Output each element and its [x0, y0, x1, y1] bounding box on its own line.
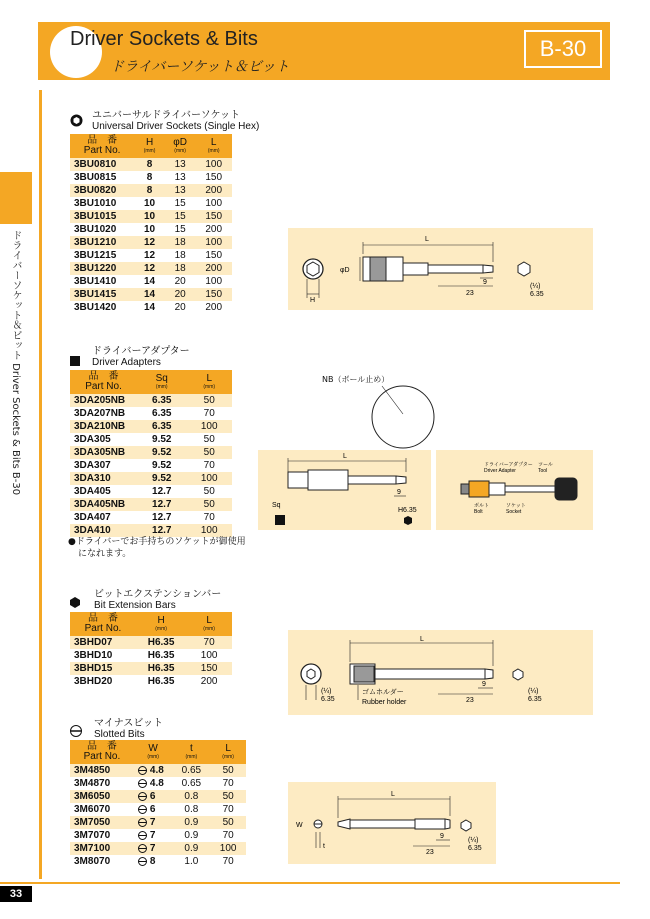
cell-pn: 3DA410	[70, 524, 137, 537]
label-tool-jp: ツール	[538, 462, 553, 468]
dim-l: L	[420, 636, 424, 643]
cell-pn: 3M7050	[70, 816, 134, 829]
cell-l: 50	[186, 446, 232, 459]
table-row	[70, 184, 232, 197]
table-row	[70, 842, 246, 855]
col-l-unit: (mm)	[207, 148, 220, 154]
cell-sq: 12.7	[137, 485, 186, 498]
cell-pn: 3BU0810	[70, 158, 134, 171]
dim-hex: H6.35	[398, 507, 417, 514]
cell-pn: 3BHD15	[70, 662, 136, 675]
cell-h: H6.35	[136, 662, 186, 675]
cell-l: 70	[210, 777, 246, 790]
cell-w	[134, 790, 173, 803]
cell-l: 200	[186, 675, 232, 688]
col-part-jp: 品 番	[88, 371, 119, 382]
table-row	[70, 511, 232, 524]
hex-bit-icon	[70, 597, 80, 608]
slotted-mark-icon	[138, 779, 147, 788]
col-l: L	[206, 615, 212, 626]
cell-pn: 3BU0815	[70, 171, 134, 184]
cell-pn: 3DA307	[70, 459, 137, 472]
cell-sq: 6.35	[137, 420, 186, 433]
cell-l: 100	[186, 649, 232, 662]
cell-sq: 9.52	[137, 472, 186, 485]
page-number: 33	[0, 886, 32, 902]
section-title-adapters	[92, 346, 190, 368]
col-l-unit: (mm)	[203, 626, 215, 632]
col-h-unit: (mm)	[143, 148, 156, 154]
col-sq-unit: (mm)	[155, 384, 168, 390]
table-row	[70, 171, 232, 184]
dim-23: 23	[466, 697, 474, 704]
page-code-badge: B-30	[524, 30, 602, 68]
cell-l: 150	[195, 288, 232, 301]
cell-h: 12	[134, 236, 165, 249]
dim-9: 9	[483, 279, 487, 286]
col-h-unit: (mm)	[155, 626, 167, 632]
cell-l: 150	[195, 249, 232, 262]
cell-l: 50	[210, 790, 246, 803]
cell-w-text: 4.8	[149, 778, 164, 789]
section-title-en: Universal Driver Sockets (Single Hex)	[92, 121, 260, 132]
cell-pn: 3BHD07	[70, 636, 136, 649]
cell-w-text: 7	[149, 843, 156, 854]
adapter-diagram	[258, 450, 431, 530]
cell-d: 13	[165, 158, 196, 171]
slotted-mark-icon	[138, 844, 147, 853]
cell-pn: 3DA407	[70, 511, 137, 524]
dim-23: 23	[466, 290, 474, 297]
cell-pn: 3BU1410	[70, 275, 134, 288]
cell-d: 13	[165, 184, 196, 197]
slotted-mark-icon	[138, 805, 147, 814]
col-part-jp: 品 番	[87, 135, 118, 146]
cell-l: 150	[195, 210, 232, 223]
cell-l: 50	[186, 498, 232, 511]
table-row	[70, 855, 246, 868]
table-row	[70, 301, 232, 314]
cell-l: 150	[186, 662, 232, 675]
cell-t: 0.9	[172, 829, 210, 842]
cell-h: 14	[134, 275, 165, 288]
cell-pn: 3DA305	[70, 433, 137, 446]
dim-hex: 6.35	[530, 291, 544, 298]
col-l: L	[210, 137, 217, 148]
cell-h: 14	[134, 288, 165, 301]
dim-frac-right: (¼)	[528, 688, 539, 695]
table-row	[70, 288, 232, 301]
cell-pn: 3BU1215	[70, 249, 134, 262]
cell-l: 100	[195, 158, 232, 171]
table-row	[70, 777, 246, 790]
cell-pn: 3M4870	[70, 777, 134, 790]
dim-frac: (¼)	[468, 837, 479, 844]
cell-sq: 6.35	[137, 394, 186, 407]
table-row	[70, 675, 232, 688]
table-row	[70, 816, 246, 829]
cell-d: 15	[165, 223, 196, 236]
table-row	[70, 446, 232, 459]
cell-d: 18	[165, 236, 196, 249]
dim-hex: 6.35	[468, 845, 482, 852]
col-h: H	[145, 137, 154, 148]
cell-l: 100	[186, 472, 232, 485]
cell-d: 20	[165, 301, 196, 314]
col-w: W	[148, 743, 158, 754]
col-l-unit: (mm)	[222, 754, 234, 760]
cell-w	[134, 816, 173, 829]
section-title-en: Slotted Bits	[94, 729, 145, 740]
col-w-unit: (mm)	[147, 754, 159, 760]
cell-w-text: 7	[149, 817, 156, 828]
dim-9: 9	[397, 489, 401, 496]
dim-sq: Sq	[272, 502, 281, 509]
cell-pn: 3BU1420	[70, 301, 134, 314]
table-row	[70, 459, 232, 472]
cell-h: 14	[134, 301, 165, 314]
adapter-note	[68, 536, 246, 560]
table-row	[70, 649, 232, 662]
dim-hex-right: 6.35	[528, 696, 542, 703]
slotted-bit-icon	[70, 725, 82, 737]
table-row	[70, 420, 232, 433]
cell-l: 100	[195, 275, 232, 288]
section-title-en: Driver Adapters	[92, 357, 161, 368]
table-row	[70, 803, 246, 816]
slotted-bits-table	[70, 740, 246, 868]
cell-pn: 3BU1020	[70, 223, 134, 236]
cell-t: 0.65	[172, 764, 210, 777]
cell-pn: 3M8070	[70, 855, 134, 868]
dim-frac-left: (¼)	[321, 688, 332, 695]
dim-9: 9	[440, 833, 444, 840]
cell-pn: 3DA305NB	[70, 446, 137, 459]
cell-w-text: 8	[149, 856, 156, 867]
col-part-en: Part No.	[85, 381, 122, 392]
cell-t: 0.8	[172, 790, 210, 803]
page-title-jp: ドライバーソケット＆ビット	[110, 59, 290, 75]
cell-pn: 3DA405	[70, 485, 137, 498]
slotted-mark-icon	[138, 831, 147, 840]
cell-l: 70	[210, 803, 246, 816]
cell-l: 70	[210, 855, 246, 868]
sidebar-tab	[0, 172, 32, 224]
cell-l: 50	[210, 764, 246, 777]
cell-l: 70	[186, 511, 232, 524]
cell-w	[134, 842, 173, 855]
slotted-mark-icon	[138, 818, 147, 827]
cell-w	[134, 829, 173, 842]
col-part-en: Part No.	[83, 751, 121, 762]
cell-pn: 3BU1210	[70, 236, 134, 249]
col-part-jp: 品 番	[86, 741, 117, 752]
section-title-jp: ビットエクステンションバー	[94, 589, 222, 600]
cell-h: 12	[134, 249, 165, 262]
dim-h: H	[310, 297, 316, 304]
page-title: Driver Sockets & Bits	[70, 28, 258, 50]
cell-l: 100	[186, 524, 232, 537]
cell-l: 70	[210, 829, 246, 842]
label-holder-en: Rubber holder	[362, 699, 407, 706]
cell-h: 10	[134, 197, 165, 210]
cell-l: 50	[186, 394, 232, 407]
cell-sq: 12.7	[137, 498, 186, 511]
driver-adapters-table	[70, 370, 232, 537]
cell-d: 13	[165, 171, 196, 184]
cell-w	[134, 764, 173, 777]
col-d-unit: (mm)	[174, 148, 186, 154]
table-row	[70, 790, 246, 803]
sidebar-rule	[39, 90, 42, 879]
table-row	[70, 394, 232, 407]
cell-pn: 3DA310	[70, 472, 137, 485]
table-row	[70, 275, 232, 288]
col-l: L	[206, 373, 212, 384]
extension-bar-diagram	[288, 630, 593, 715]
cell-sq: 6.35	[137, 407, 186, 420]
section-title-slotted	[94, 718, 163, 740]
dim-t: t	[323, 843, 325, 850]
note-line-1: ●ドライバーでお手持ちのソケットが御使用	[68, 537, 246, 547]
cell-t: 0.8	[172, 803, 210, 816]
section-title-universal	[92, 110, 259, 132]
table-row	[70, 472, 232, 485]
cell-t: 0.65	[172, 777, 210, 790]
cell-w-text: 6	[149, 791, 156, 802]
dim-d: φD	[340, 267, 350, 274]
label-socket-en: Socket	[506, 509, 522, 515]
cell-h: 10	[134, 210, 165, 223]
cell-d: 20	[165, 275, 196, 288]
col-part-jp: 品 番	[87, 613, 118, 624]
label-bolt-en: Bolt	[474, 509, 483, 515]
cell-pn: 3BU0820	[70, 184, 134, 197]
universal-socket-diagram	[288, 228, 593, 310]
cell-d: 15	[165, 197, 196, 210]
cell-pn: 3BU1415	[70, 288, 134, 301]
cell-d: 18	[165, 249, 196, 262]
nb-ball-lock-icon	[370, 384, 436, 450]
hex-socket-icon	[70, 114, 83, 127]
table-row	[70, 210, 232, 223]
cell-h: 10	[134, 223, 165, 236]
cell-w-text: 7	[149, 830, 156, 841]
cell-pn: 3BHD20	[70, 675, 136, 688]
cell-d: 18	[165, 262, 196, 275]
table-row	[70, 485, 232, 498]
cell-l: 50	[210, 816, 246, 829]
slotted-bit-diagram	[288, 782, 496, 864]
cell-d: 20	[165, 288, 196, 301]
cell-w-text: 4.8	[149, 765, 164, 776]
cell-sq: 12.7	[137, 511, 186, 524]
cell-l: 70	[186, 407, 232, 420]
section-title-jp: マイナスビット	[94, 718, 163, 729]
cell-w-text: 6	[149, 804, 156, 815]
cell-pn: 3M7070	[70, 829, 134, 842]
cell-w	[134, 777, 173, 790]
cell-h: H6.35	[136, 675, 186, 688]
cell-l: 100	[195, 197, 232, 210]
col-h: H	[157, 615, 165, 626]
cell-l: 100	[186, 420, 232, 433]
table-row	[70, 829, 246, 842]
dim-l: L	[343, 453, 347, 460]
cell-l: 50	[186, 485, 232, 498]
universal-sockets-table	[70, 134, 232, 314]
cell-w	[134, 803, 173, 816]
col-t: t	[189, 743, 193, 754]
cell-pn: 3DA205NB	[70, 394, 137, 407]
table-row	[70, 249, 232, 262]
cell-d: 15	[165, 210, 196, 223]
label-socket-jp: ソケット	[506, 503, 526, 509]
col-sq: Sq	[155, 373, 168, 384]
cell-l: 70	[186, 459, 232, 472]
cell-h: 12	[134, 262, 165, 275]
note-line-2: になれます。	[78, 549, 132, 559]
col-d: φD	[173, 137, 187, 148]
table-row	[70, 223, 232, 236]
cell-l: 150	[195, 171, 232, 184]
label-tool-en: Tool	[538, 468, 548, 474]
cell-sq: 9.52	[137, 459, 186, 472]
table-row	[70, 498, 232, 511]
cell-pn: 3M6050	[70, 790, 134, 803]
cell-l: 70	[186, 636, 232, 649]
dim-l: L	[391, 791, 395, 798]
dim-frac: (¼)	[530, 283, 541, 290]
cell-sq: 9.52	[137, 446, 186, 459]
table-row	[70, 662, 232, 675]
table-row	[70, 262, 232, 275]
label-adapter-jp: ドライバーアダプター	[484, 462, 533, 468]
adapter-usage-diagram	[436, 450, 593, 530]
cell-pn: 3BU1220	[70, 262, 134, 275]
table-row	[70, 158, 232, 171]
cell-l: 50	[186, 433, 232, 446]
square-drive-icon	[70, 356, 80, 366]
cell-pn: 3M7100	[70, 842, 134, 855]
label-holder-jp: ゴムホルダー	[362, 689, 404, 696]
cell-pn: 3BU1015	[70, 210, 134, 223]
cell-pn: 3DA405NB	[70, 498, 137, 511]
col-part-en: Part No.	[84, 623, 122, 634]
dim-hex-left: 6.35	[321, 696, 335, 703]
slotted-mark-icon	[138, 857, 147, 866]
dim-w: W	[296, 822, 303, 829]
footer-rule	[0, 882, 620, 884]
section-title-jp: ドライバーアダプター	[92, 346, 190, 357]
table-row	[70, 764, 246, 777]
section-title-en: Bit Extension Bars	[94, 600, 176, 611]
table-row	[70, 433, 232, 446]
nb-label: NB（ボール止め）	[322, 375, 390, 384]
cell-t: 1.0	[172, 855, 210, 868]
cell-pn: 3M6070	[70, 803, 134, 816]
cell-pn: 3DA210NB	[70, 420, 137, 433]
cell-h: 8	[134, 184, 165, 197]
cell-w	[134, 855, 173, 868]
dim-23: 23	[426, 849, 434, 856]
slotted-mark-icon	[138, 766, 147, 775]
cell-h: 8	[134, 171, 165, 184]
cell-sq: 9.52	[137, 433, 186, 446]
sidebar-vertical-text: ドライバーソケット＆ビット Driver Sockets & Bits B-30	[10, 230, 21, 496]
cell-pn: 3M4850	[70, 764, 134, 777]
cell-l: 200	[195, 184, 232, 197]
table-row	[70, 636, 232, 649]
col-l: L	[225, 743, 231, 754]
cell-h: H6.35	[136, 636, 186, 649]
cell-l: 100	[210, 842, 246, 855]
col-part-en: Part No.	[83, 145, 121, 156]
section-title-extension	[94, 589, 221, 611]
cell-l: 100	[195, 236, 232, 249]
cell-sq: 12.7	[137, 524, 186, 537]
extension-bars-table	[70, 612, 232, 688]
cell-h: H6.35	[136, 649, 186, 662]
table-row	[70, 197, 232, 210]
dim-9: 9	[482, 681, 486, 688]
cell-l: 200	[195, 223, 232, 236]
col-l-unit: (mm)	[203, 384, 216, 390]
cell-l: 200	[195, 301, 232, 314]
cell-pn: 3BHD10	[70, 649, 136, 662]
slotted-mark-icon	[138, 792, 147, 801]
table-row	[70, 236, 232, 249]
cell-t: 0.9	[172, 842, 210, 855]
cell-pn: 3DA207NB	[70, 407, 137, 420]
cell-h: 8	[134, 158, 165, 171]
cell-l: 200	[195, 262, 232, 275]
dim-l: L	[425, 236, 429, 243]
cell-pn: 3BU1010	[70, 197, 134, 210]
table-row	[70, 407, 232, 420]
label-adapter-en: Driver Adapter	[484, 468, 516, 474]
col-t-unit: (mm)	[185, 754, 198, 760]
cell-t: 0.9	[172, 816, 210, 829]
section-title-jp: ユニバーサルドライバーソケット	[92, 110, 240, 121]
label-bolt-jp: ボルト	[474, 503, 490, 509]
